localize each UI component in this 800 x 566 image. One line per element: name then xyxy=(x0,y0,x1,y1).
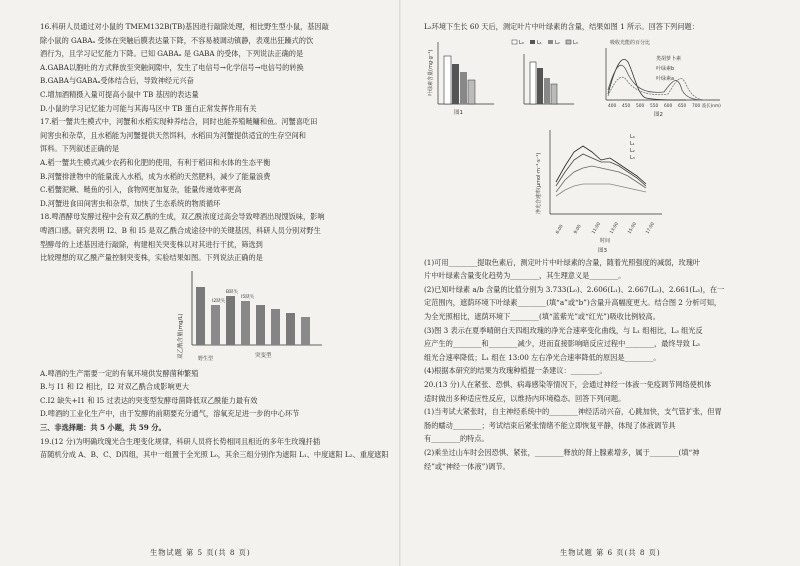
q16-option-b: B.GABA与GABAₐ受体结合后，导致神经元兴奋 xyxy=(40,76,194,86)
fig3-legend: L₂ xyxy=(630,147,635,154)
q18-bar xyxy=(241,301,250,345)
fig2-ylabel: 吸收光能的百分比 xyxy=(610,39,651,46)
fig3-tick: 9:00 xyxy=(573,223,583,235)
text-line: 定范围内，遮荫环境下叶绿素________(填“a”或“b”)含量升高幅度更大。结合图 2 分析可知， xyxy=(424,298,722,308)
text-line: (2)已知叶绿素 a/b 含量的比值分别为 3.733(L₀)、2.606(L₁)、2.667(L₂)、2.661(L₃)，在一 xyxy=(424,284,725,294)
q18-xlabel-wild: 野生型 xyxy=(198,355,214,362)
figure-3 xyxy=(535,130,662,254)
text-line: 20.(13 分)人在紧张、恐惧、病毒感染等情况下，会通过神经一体液一免疫调节网络使机体 xyxy=(424,379,712,389)
q16-stem-line: 酒行为，且学习记忆能力下降。已知 GABAₐ 是 GABA 的受体，下列说法正确的是 xyxy=(40,49,304,59)
question-19 xyxy=(40,435,390,462)
q17-option-d: D.河蟹进食田间害虫和杂草，加快了生态系统的物质循环 xyxy=(40,198,221,208)
fig2-xlabel: 波长(nm) xyxy=(702,103,721,109)
right-page xyxy=(400,0,800,566)
q18-bar xyxy=(226,296,235,345)
fig1b-bar xyxy=(544,78,550,104)
q19-q20-text xyxy=(424,256,770,474)
text-line: (2)乘坐过山车时会因恐惧、紧张，________释放的肾上腺素增多，属于________(填“神 xyxy=(424,447,700,457)
q18-bar xyxy=(256,305,265,345)
figure-1 xyxy=(427,42,494,116)
legend-swatch xyxy=(530,40,535,44)
fig3-tick: 6:00 xyxy=(555,223,565,235)
q17-option-a: A.稻一蟹共生模式减少农药和化肥的使用，有利于稻田和水体的生态平衡 xyxy=(40,157,271,167)
fig2-curve-label: 叶绿素a xyxy=(656,75,675,82)
q16-option-a: A.GABA以胞吐的方式释放至突触间隙中，发生了电信号→化学信号→电信号的转换 xyxy=(40,62,304,72)
fig2-tick: 400 xyxy=(608,103,617,109)
text-line: (3)图 3 表示在夏季晴朗白天四组玫瑰的净光合速率变化曲线，与 L₁ 组相比，L₃ 组光反 xyxy=(424,325,703,335)
q18-stem-line: 型酵母的上述基因进行敲除，构建相关突变株以对其进行干扰，筛选到 xyxy=(40,239,263,249)
fig1-bar xyxy=(452,64,459,104)
q18-chart-ylabel: 双乙酰含量(mg/L) xyxy=(178,313,184,359)
q16-stem-line: 除小鼠的 GABAₐ 受体在突触后膜表达量下降，不容易被调动镇静，表观出狂躁式的饮 xyxy=(40,35,314,45)
q18-option-b: B.与 I1 和 I2 相比，I2 对双乙酰合成影响更大 xyxy=(40,382,190,392)
q18-option-d: D.啤酒的工业化生产中，由于发酵的前期要充分通气，溶氧充足进一步的中心环节 xyxy=(40,409,300,419)
q18-stem-line: 啤酒口感。研究表明 I2、B 和 I5 是双乙酰合成途径中的关键基因，科研人员分别对野生 xyxy=(40,225,321,235)
fig3-tick: 17:00 xyxy=(645,221,656,235)
legend-label: L₂ xyxy=(555,39,560,46)
fig1b-bar xyxy=(551,84,557,104)
fig1-bar xyxy=(444,56,451,104)
text-line: 适时做出多种适应性反应，以维持内环境稳态。回答下列问题。 xyxy=(424,393,626,403)
fig3-tick: 15:00 xyxy=(627,221,638,235)
fig2-caption: 图2 xyxy=(654,111,663,118)
q18-stem-line: 18.啤酒酵母发酵过程中会有双乙酰的生成，双乙酰浓度过高会导致啤酒出现馊饭味，影响 xyxy=(40,212,325,222)
fig3-tick: 11:00 xyxy=(591,221,602,235)
figure-2 xyxy=(606,39,721,118)
text-line: 片中叶绿素含量变化趋势为________，其生理意义是________。 xyxy=(424,271,626,281)
q18-bar-label: I5缺失 xyxy=(241,294,255,300)
q17-stem-line: 17.稻一蟹共生模式中，河蟹和水稻实现种养结合，同时也能养殖鲢鳙和鱼。河蟹喜吃田 xyxy=(40,117,318,127)
fig3-legend: L₃ xyxy=(630,154,635,161)
fig1-bar xyxy=(468,80,475,104)
fig1-caption: 图1 xyxy=(454,109,463,116)
fig2-curve-label: 叶绿素b xyxy=(656,65,675,72)
fig1b-bar xyxy=(537,68,543,104)
text-line: (4)根据本研究的结果为玫瑰种植提一条建议：________。 xyxy=(424,366,607,376)
text-line: 组光合速率降低；L₁ 组在 13:00 左右净光合速率降低的原因是________。 xyxy=(424,352,661,362)
text-line: (1)当考试大紧张时，自主神经系统中的________神经活动兴奋，心跳加快，支气管扩张，但胃 xyxy=(424,407,722,417)
q19-stem-line: 19.(12 分)为明确玫瑰光合生理变化规律，科研人员将长势相同且相近的多年生玫瑰扦插 xyxy=(40,436,321,446)
q17-stem-line: 饵料。下列叙述正确的是 xyxy=(40,144,120,154)
fig1b-bar xyxy=(530,62,536,104)
fig3-ylabel: 净光合速率(μmol·m⁻²·s⁻¹) xyxy=(536,152,542,214)
left-page-footer: 生物试题 第 5 页(共 8 页) xyxy=(150,548,251,557)
text-line: 经”或“神经一体液”)调节。 xyxy=(424,461,510,471)
q18-option-a: A.啤酒的生产需要一定的有氧环境供发酵菌种繁殖 xyxy=(40,368,199,378)
question-18 xyxy=(40,210,390,421)
legend-label: L₀ xyxy=(519,39,524,46)
q18-bar xyxy=(196,287,205,345)
legend-swatch xyxy=(566,40,571,44)
fig2-curve-label: 类胡萝卜素 xyxy=(656,55,682,62)
fig-legend xyxy=(512,40,578,46)
legend-swatch xyxy=(548,40,553,44)
q17-option-b: B.河蟹排泄物中的能量流入水稻，成为水稻的天然肥料，减少了能量浪费 xyxy=(40,171,271,181)
fig1-ylabel: 叶绿素含量(mg·g⁻¹) xyxy=(428,49,434,96)
fig3-legend: L₁ xyxy=(630,140,635,147)
fig2-tick: 500 xyxy=(636,103,645,109)
q18-xlabel-mutant: 突变型 xyxy=(255,352,272,359)
q19-figures xyxy=(424,34,770,256)
q18-bar xyxy=(301,317,310,345)
text-line: (1)可用________提取色素后，测定叶片中叶绿素的含量，随着光照强度的减弱，玫瑰叶 xyxy=(424,257,701,267)
q18-stem-line: 比较理想的双乙酰产量控制突变株，实验结果如图。下列说法正确的是 xyxy=(40,253,263,263)
q16-stem-line: 16.科研人员通过对小鼠的 TMEM132B(TB)基因进行敲除处理，相比野生型小鼠，基因敲 xyxy=(40,22,329,31)
fig1-bar xyxy=(460,72,467,104)
q18-bar xyxy=(211,305,220,345)
q18-bar-label: I2缺失 xyxy=(212,298,226,304)
figure-1-b xyxy=(524,54,574,104)
q18-bar xyxy=(286,313,295,345)
legend-swatch xyxy=(512,40,517,44)
q19-stem-line: 苗随机分成 A、B、C、D四组，其中一组置于全光照 L₀，其余三组分别作为遮阳 L₁、中度遮阳 L₂、重度遮阳 xyxy=(40,450,389,460)
section-3-heading: 三、非选择题：共 5 小题，共 59 分。 xyxy=(40,423,166,433)
fig2-tick: 600 xyxy=(664,103,673,109)
q18-option-c: C.I2 缺失+I1 和 I5 过表达的突变型发酵母菌降低双乙酰能力最有效 xyxy=(40,395,258,405)
text-line: 有________的特点。 xyxy=(424,434,489,444)
right-page-footer: 生物试题 第 6 页(共 8 页) xyxy=(560,548,661,557)
text-line: 为全光照相比，遮荫环境下________(填“蓝紫光”或“红光”)吸收比例较高。 xyxy=(424,311,660,321)
q18-bar-chart xyxy=(40,265,390,367)
text-line: 肠的蠕动________；考试结束后紧张情绪不能立即恢复平静，体现了体液调节具 xyxy=(424,420,676,430)
text-line: 应产生的________和________减少，进而直接影响暗反应过程中________，最终导致 L₃ xyxy=(424,339,700,349)
question-16 xyxy=(40,20,390,115)
legend-label: L₁ xyxy=(537,39,542,46)
q19-continued-intro: L₂环境下生长 60 天后，测定叶片中叶绿素的含量，结果如图 1 所示。回答下列问题： xyxy=(424,22,699,31)
q17-option-c: C.稻蟹泥鳅、鲢鱼的引入，食物网更加复杂，能量传递效率更高 xyxy=(40,185,242,195)
fig3-tick: 13:00 xyxy=(609,221,620,235)
question-17 xyxy=(40,115,390,210)
q16-option-c: C.增加酒精摄入量可提高小鼠中 TB 基因的表达量 xyxy=(40,89,199,99)
q18-bar-label: B缺失 xyxy=(226,289,239,295)
fig2-tick: 650 xyxy=(678,103,687,109)
fig2-tick: 450 xyxy=(622,103,631,109)
q16-option-d: D.小鼠的学习记忆能力可能与其海马区中 TB 蛋白正常发挥作用有关 xyxy=(40,103,257,113)
q18-bar xyxy=(271,309,280,345)
q17-stem-line: 间害虫和杂草，且水稻能为河蟹提供天然饵料，水稻田为河蟹提供适宜的生存空间和 xyxy=(40,130,306,140)
fig3-xlabel: 时间 xyxy=(600,237,611,244)
fig3-legend: L₀ xyxy=(630,133,635,140)
fig3-caption: 图3 xyxy=(598,247,607,254)
fig3-line-l3 xyxy=(556,184,646,196)
fig2-tick: 550 xyxy=(650,103,659,109)
fig2-tick: 700 xyxy=(692,103,701,109)
legend-label: L₃ xyxy=(573,39,578,46)
